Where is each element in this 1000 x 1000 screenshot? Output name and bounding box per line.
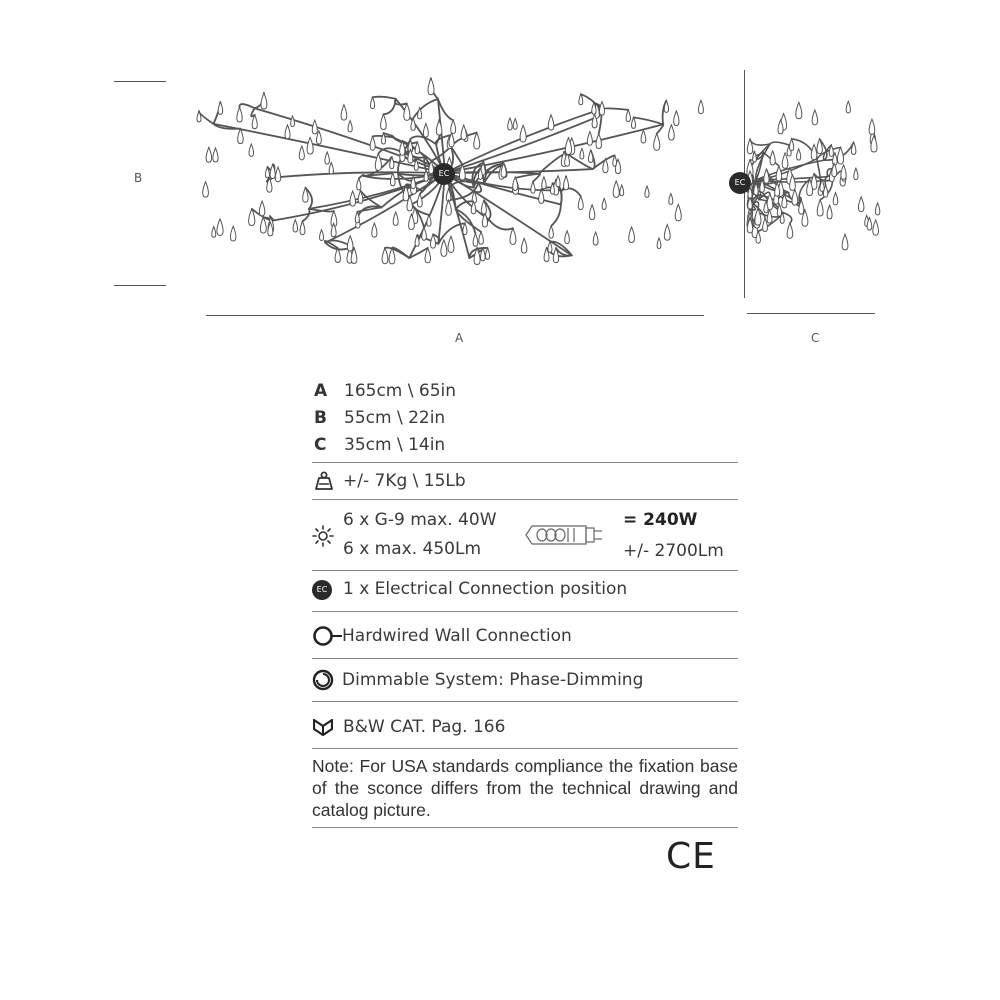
crystal-drop — [474, 133, 480, 149]
branch — [817, 159, 821, 184]
branch — [325, 173, 445, 243]
lumen-spec: 6 x max. 450Lm — [343, 539, 482, 559]
crystal-drop — [370, 136, 375, 150]
crystal-drop — [654, 134, 660, 151]
crystal-drop — [812, 110, 817, 125]
crystal-drop — [875, 203, 879, 215]
branch — [634, 117, 664, 124]
crystal-drop — [213, 148, 218, 162]
crystal-drop — [348, 121, 352, 132]
crystal-drop — [858, 197, 864, 212]
crystal-drop — [548, 242, 552, 253]
crystal-drop — [548, 115, 554, 130]
crystal-drop — [300, 221, 305, 234]
wall-connection-row — [312, 612, 738, 659]
crystal-drop — [381, 133, 385, 144]
crystal-drop — [764, 169, 769, 183]
crystal-drop — [393, 212, 398, 225]
crystal-drop — [782, 194, 787, 208]
branch — [373, 97, 396, 99]
crystal-drop — [629, 227, 635, 243]
crystal-drop — [423, 124, 428, 137]
crystal-drop — [589, 205, 594, 220]
crystal-drop — [641, 130, 646, 143]
led-bulb-icon — [524, 522, 604, 548]
crystal-drop — [645, 186, 649, 197]
total-lumens: +/- 2700Lm — [623, 541, 724, 561]
dimmer-icon — [312, 669, 334, 691]
branch — [445, 116, 599, 173]
branch — [383, 99, 395, 114]
crystal-drop — [626, 110, 630, 122]
crystal-drop — [776, 166, 782, 181]
crystal-drop — [797, 149, 801, 160]
crystal-drop — [479, 232, 484, 244]
crystal-drop — [508, 118, 512, 130]
crystal-drop — [602, 198, 606, 209]
ec-badge-icon: EC — [312, 580, 332, 600]
branch — [770, 142, 789, 145]
side-view-drawing — [746, 70, 886, 290]
crystal-drop — [698, 100, 703, 113]
crystal-drop — [593, 232, 598, 245]
crystal-drop — [587, 132, 592, 146]
crystal-drop — [782, 153, 788, 168]
dimension-a-line — [206, 315, 704, 316]
crystal-drop — [320, 230, 324, 241]
crystal-drop — [854, 168, 858, 179]
crystal-drop — [285, 125, 290, 139]
crystal-drop — [350, 191, 356, 206]
crystal-drop — [381, 114, 387, 129]
crystal-drop — [293, 220, 298, 232]
dimension-key: B — [314, 407, 327, 428]
branch — [357, 207, 381, 211]
crystal-drop — [415, 235, 419, 246]
crystal-drop — [811, 144, 817, 159]
crystal-drop — [341, 105, 347, 120]
crystal-drop — [580, 148, 584, 159]
branch — [413, 99, 438, 118]
crystal-drop — [510, 228, 516, 244]
crystal-drop — [578, 196, 583, 209]
crystal-drop — [837, 147, 843, 164]
crystal-drop — [370, 97, 374, 108]
dimension-value: 35cm \ 14in — [344, 434, 446, 455]
brand-logo-icon — [313, 718, 333, 736]
dimension-b-label: B — [134, 171, 143, 185]
dimming-row — [312, 659, 738, 702]
crystal-drop — [252, 115, 257, 129]
dimension-row-b — [312, 404, 738, 431]
bulb-spec: 6 x G-9 max. 40W — [343, 510, 497, 530]
dimension-b-top-line — [114, 81, 166, 82]
crystal-drop — [312, 120, 317, 134]
crystal-drop — [674, 111, 679, 125]
crystal-drop — [206, 147, 212, 162]
crystal-drop — [846, 101, 850, 112]
connection-row — [312, 571, 738, 612]
ce-mark: CE — [666, 836, 716, 877]
catalog-text: B&W CAT. Pag. 166 — [343, 717, 506, 737]
crystal-drop — [827, 205, 832, 219]
crystal-drop — [431, 234, 436, 248]
crystal-drop — [261, 93, 267, 109]
crystal-drop — [669, 194, 673, 205]
crystal-drop — [613, 181, 619, 197]
weight-icon — [314, 471, 334, 491]
crystal-drop — [463, 223, 467, 234]
crystal-drop — [542, 177, 546, 189]
dimension-key: C — [314, 434, 327, 455]
crystal-drop — [873, 220, 879, 235]
crystal-drop — [473, 234, 478, 247]
crystal-drop — [521, 238, 526, 253]
crystal-drop — [792, 190, 798, 206]
crystal-drop — [372, 223, 377, 237]
crystal-drop — [357, 178, 361, 190]
crystal-drop — [446, 200, 452, 215]
crystal-drop — [832, 163, 837, 176]
crystal-drop — [513, 119, 517, 130]
crystal-drop — [425, 248, 430, 263]
crystal-drop — [307, 137, 313, 154]
ec-marker-front: EC — [433, 161, 455, 183]
crystal-drop — [787, 223, 793, 238]
crystal-drop — [770, 151, 775, 165]
light-sun-icon — [312, 525, 334, 547]
crystal-drop — [461, 125, 466, 140]
branch — [239, 104, 254, 108]
crystal-drop — [329, 163, 333, 175]
crystal-drop — [564, 176, 569, 190]
crystal-drop — [599, 102, 604, 115]
crystal-drop — [620, 185, 624, 196]
branch — [551, 204, 561, 226]
crystal-drop — [237, 107, 242, 122]
crystal-drop — [375, 154, 381, 171]
crystal-drop — [441, 240, 447, 256]
crystal-drop — [579, 94, 583, 105]
dimension-b-bottom-line — [114, 285, 166, 286]
crystal-drop — [520, 125, 526, 142]
crystal-drop — [291, 116, 295, 126]
crystal-drop — [869, 119, 875, 134]
crystal-drop — [451, 120, 456, 133]
crystal-drop — [485, 248, 489, 259]
weight-value: +/- 7Kg \ 15Lb — [343, 471, 466, 491]
crystal-drop — [448, 236, 454, 252]
crystal-drop — [657, 238, 661, 248]
connection-text: 1 x Electrical Connection position — [343, 579, 628, 599]
dimension-c-label: C — [811, 331, 820, 345]
crystal-drop — [259, 201, 264, 216]
front-view-drawing — [195, 68, 715, 288]
branch — [489, 219, 513, 229]
crystal-drop — [817, 200, 823, 216]
lighting-row — [312, 500, 738, 571]
crystal-drop — [675, 204, 681, 220]
weight-row — [312, 463, 738, 500]
crystal-drop — [531, 182, 535, 193]
crystal-drop — [212, 227, 216, 238]
crystal-drop — [428, 78, 434, 94]
branch — [784, 213, 792, 223]
wall-connection-text: Hardwired Wall Connection — [342, 626, 572, 646]
branch — [516, 174, 539, 178]
dimension-c-line — [747, 313, 875, 314]
crystal-drop — [404, 104, 410, 121]
hardwired-icon — [312, 625, 342, 647]
dimming-text: Dimmable System: Phase-Dimming — [342, 670, 644, 690]
crystal-drop — [417, 194, 422, 207]
crystal-drop — [325, 152, 329, 164]
dimension-value: 165cm \ 65in — [344, 380, 457, 401]
crystal-drop — [390, 173, 395, 186]
ec-marker-side: EC — [729, 170, 751, 192]
crystal-drop — [203, 182, 209, 197]
crystal-drop — [299, 146, 304, 160]
specifications-table — [312, 377, 738, 828]
crystal-drop — [789, 139, 793, 151]
crystal-drop — [796, 102, 802, 118]
crystal-drop — [415, 142, 419, 154]
crystal-drop — [347, 236, 353, 251]
crystal-drop — [669, 125, 675, 140]
crystal-drop — [833, 193, 838, 205]
branch — [750, 139, 770, 145]
crystal-drop — [230, 226, 235, 241]
crystal-drop — [513, 177, 518, 191]
dimension-row-c — [312, 431, 738, 458]
crystal-drop — [539, 190, 544, 204]
crystal-drop — [249, 144, 254, 156]
crystal-drop — [596, 134, 601, 149]
crystal-drop — [664, 225, 670, 241]
crystal-drop — [382, 248, 388, 264]
crystal-drop — [565, 231, 570, 244]
crystal-drop — [549, 226, 553, 238]
crystal-drop — [238, 129, 244, 144]
crystal-drop — [218, 102, 223, 114]
crystal-drop — [556, 176, 560, 187]
crystal-drop — [260, 217, 266, 233]
catalog-row — [312, 702, 738, 749]
crystal-drop — [841, 165, 846, 179]
crystal-drop — [275, 167, 280, 182]
crystal-drop — [842, 234, 848, 250]
dimension-key: A — [314, 380, 328, 401]
usa-note: Note: For USA standards compliance the fixation base of the sconce differs from the technical drawing and catalog picture. — [312, 749, 738, 828]
dimension-a-label: A — [455, 331, 464, 345]
crystal-drop — [217, 219, 223, 236]
crystal-drop — [427, 215, 431, 226]
dimensions-block — [312, 377, 738, 463]
dimension-value: 55cm \ 22in — [344, 407, 446, 428]
dimension-row-a — [312, 377, 738, 404]
total-power: = 240W — [623, 510, 698, 530]
crystal-drop — [632, 117, 636, 128]
